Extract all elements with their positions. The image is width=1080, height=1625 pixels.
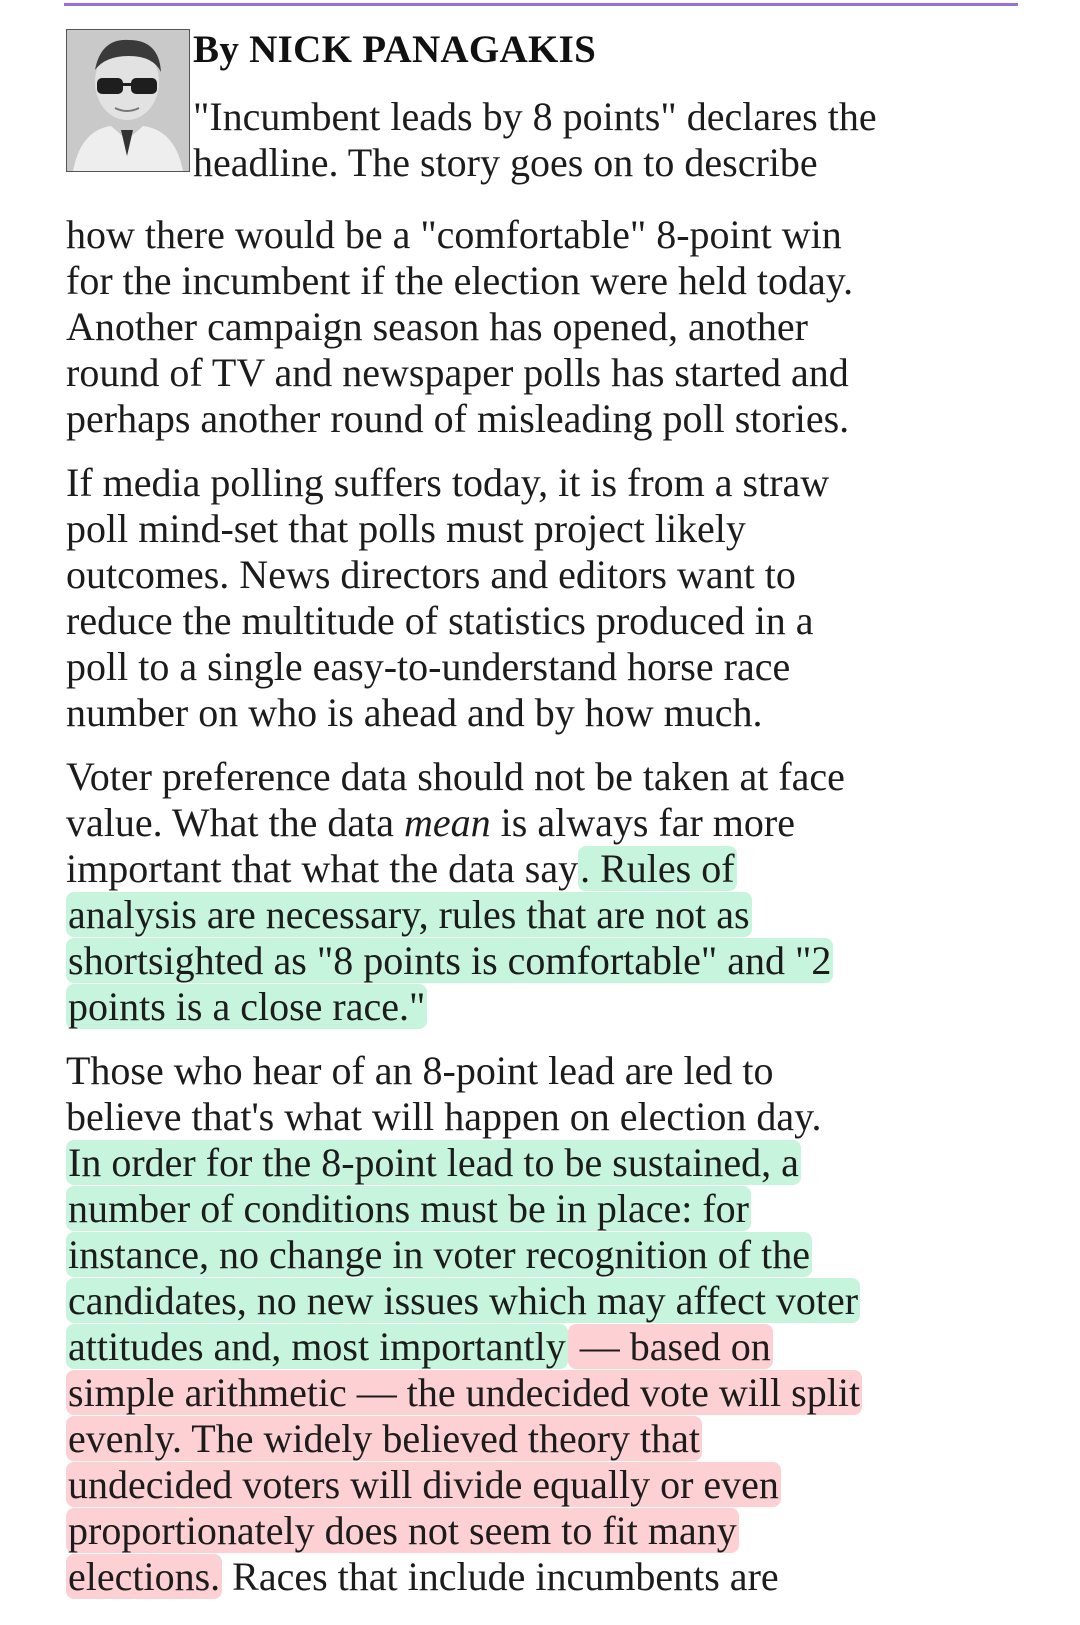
emphasis-text: mean [404, 800, 491, 845]
text-line [66, 1554, 1026, 1600]
green-highlight: points is a close race." [68, 984, 426, 1029]
green-highlight: analysis are necessary, rules that are not as [68, 892, 750, 937]
red-highlight: undecided voters will divide equally or even [68, 1462, 779, 1507]
red-highlight: simple arithmetic — the undecided vote will split [68, 1370, 861, 1415]
top-divider [64, 3, 1018, 6]
green-highlight: . Rules of [580, 846, 735, 891]
text-line: "Incumbent leads by 8 points" declares the [193, 94, 877, 139]
text-line [66, 1278, 1026, 1324]
text-line: outcomes. News directors and editors want to [66, 552, 796, 597]
text-line: Those who hear of an 8-point lead are led to [66, 1048, 774, 1093]
text-line [66, 1324, 1026, 1370]
text-line [66, 1462, 1026, 1508]
text-line: poll mind-set that polls must project likely [66, 506, 746, 551]
text-line [66, 800, 1026, 846]
green-highlight: number of conditions must be in place: for [68, 1186, 749, 1231]
text-line [66, 846, 1026, 892]
text-line [66, 938, 1026, 984]
green-highlight: In order for the 8-point lead to be sustained, a [68, 1140, 799, 1185]
text-line: how there would be a "comfortable" 8-point win [66, 212, 842, 257]
text-line: for the incumbent if the election were held today. [66, 258, 854, 303]
red-highlight: proportionately does not seem to fit many [68, 1508, 737, 1553]
byline: By NICK PANAGAKIS [193, 28, 597, 71]
text-run: value. What the data [66, 800, 405, 845]
text-run: Races that include incumbents are [222, 1554, 779, 1599]
text-line: perhaps another round of misleading poll stories. [66, 396, 850, 441]
text-line [66, 1186, 1026, 1232]
red-highlight: elections. [68, 1554, 221, 1599]
text-run: important that what the data say [66, 846, 579, 891]
text-line [66, 1232, 1026, 1278]
text-line: believe that's what will happen on election day. [66, 1094, 822, 1139]
text-run: is always far more [490, 800, 795, 845]
green-highlight: attitudes and, most importantly [68, 1324, 566, 1369]
text-line: round of TV and newspaper polls has started and [66, 350, 849, 395]
green-highlight: candidates, no new issues which may affect voter [68, 1278, 859, 1323]
text-line [66, 1416, 1026, 1462]
author-photo [66, 29, 190, 172]
text-line: number on who is ahead and by how much. [66, 690, 763, 735]
text-line [66, 1140, 1026, 1186]
red-highlight: evenly. The widely believed theory that [68, 1416, 701, 1461]
byline-block [66, 22, 1026, 212]
text-line [66, 984, 1026, 1030]
red-highlight: — based on [569, 1324, 771, 1369]
green-highlight: instance, no change in voter recognition of the [68, 1232, 810, 1277]
paragraph-2 [66, 460, 1026, 736]
paragraph-3 [66, 754, 1026, 1030]
author-portrait-icon [67, 30, 189, 171]
text-line [66, 892, 1026, 938]
text-line: Voter preference data should not be taken at face [66, 754, 845, 799]
paragraph-1 [66, 212, 1026, 442]
text-line: If media polling suffers today, it is from a straw [66, 460, 830, 505]
paragraph-1-intro [193, 94, 1033, 186]
text-line: Another campaign season has opened, another [66, 304, 808, 349]
text-line: reduce the multitude of statistics produced in a [66, 598, 814, 643]
paragraph-4 [66, 1048, 1026, 1600]
text-line: poll to a single easy-to-understand horse race [66, 644, 791, 689]
text-line [66, 1508, 1026, 1554]
text-line [66, 1370, 1026, 1416]
article-column [66, 22, 1026, 1618]
green-highlight: shortsighted as "8 points is comfortable" and "2 [68, 938, 832, 983]
text-line: headline. The story goes on to describe [193, 140, 818, 185]
